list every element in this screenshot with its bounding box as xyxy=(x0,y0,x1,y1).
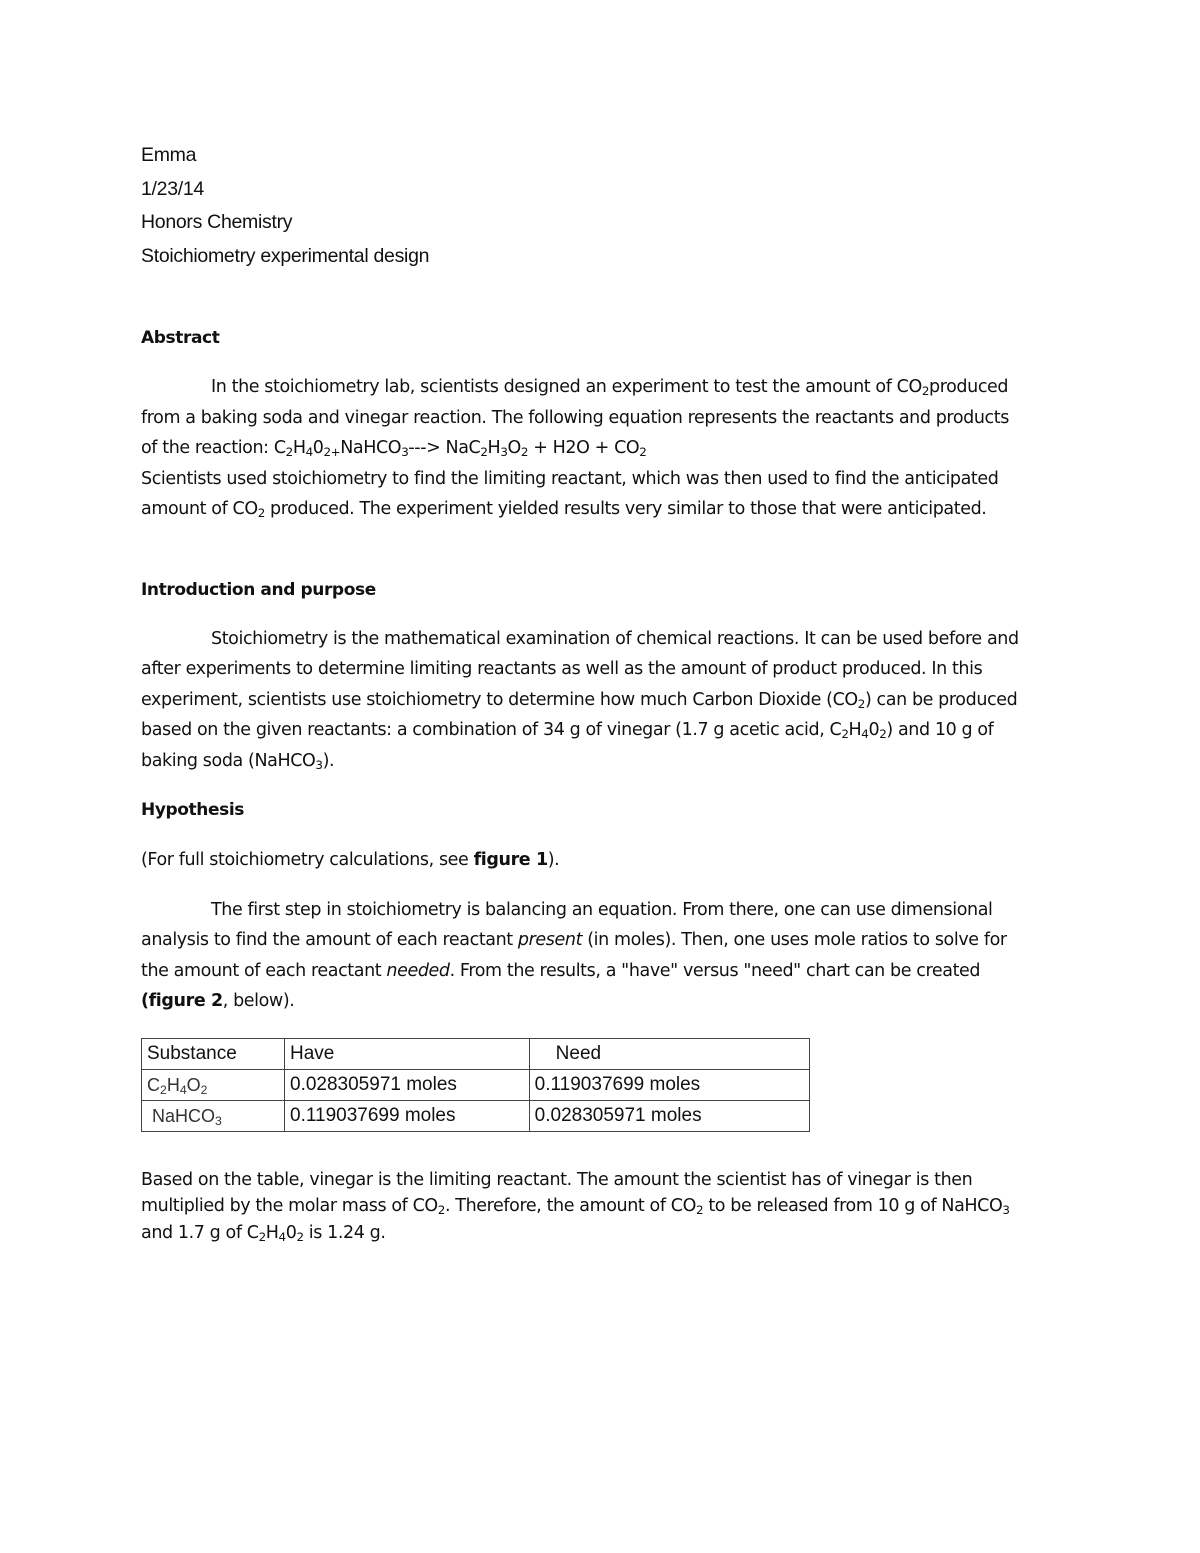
hypothesis-line-3: the amount of each reactant needed. From the results, a "have" versus "need" chart can be created xyxy=(141,961,981,981)
hypothesis-line-4: (figure 2, below). xyxy=(141,991,295,1011)
conclusion-line-3: and 1.7 g of $C_2H_40_2$ is 1.24 g. xyxy=(141,1223,386,1244)
substance-cell: $C_2H_4O_2$ xyxy=(142,1070,285,1101)
have-cell: 0.119037699 moles xyxy=(285,1101,530,1132)
hypothesis-heading: Hypothesis xyxy=(141,800,244,820)
abstract-line-1: In the stoichiometry lab, scientists designed an experiment to test the amount of $CO_2produced$ xyxy=(211,377,1009,398)
author-name: Emma xyxy=(141,144,197,166)
have-need-table xyxy=(141,1038,810,1132)
header-need: Need xyxy=(529,1039,809,1070)
abstract-heading: Abstract xyxy=(141,328,220,348)
conclusion-line-2: multiplied by the molar mass of $CO_2$. Therefore, the amount of $CO_2$ to be released from 10 g of NaHCO$_3$ xyxy=(141,1196,1010,1217)
need-cell: 0.028305971 moles xyxy=(529,1101,809,1132)
document-date: 1/23/14 xyxy=(141,178,204,200)
hypothesis-line-1: The first step in stoichiometry is balancing an equation. From there, one can use dimensional xyxy=(211,900,993,920)
intro-line-1: Stoichiometry is the mathematical examination of chemical reactions. It can be used before and xyxy=(211,629,1019,649)
abstract-line-2: from a baking soda and vinegar reaction. The following equation represents the reactants and products xyxy=(141,408,1009,428)
hypothesis-line-2: analysis to find the amount of each reactant present (in moles). Then, one uses mole ratios to solve for xyxy=(141,930,1007,950)
intro-line-2: after experiments to determine limiting reactants as well as the amount of product produced. In this xyxy=(141,659,983,679)
header-substance: Substance xyxy=(142,1039,285,1070)
table-row xyxy=(142,1101,810,1132)
need-cell: 0.119037699 moles xyxy=(529,1070,809,1101)
conclusion-line-1: Based on the table, vinegar is the limiting reactant. The amount the scientist has of vinegar is then xyxy=(141,1170,973,1190)
abstract-line-5: amount of $CO_2$ produced. The experiment yielded results very similar to those that were anticipated. xyxy=(141,499,987,520)
table-header-row xyxy=(142,1039,810,1070)
intro-line-4: based on the given reactants: a combination of 34 g of vinegar (1.7 g acetic acid, $C_2H_40_2$) and 10 g of xyxy=(141,720,994,741)
header-have: Have xyxy=(285,1039,530,1070)
document-title: Stoichiometry experimental design xyxy=(141,245,430,267)
intro-line-5: baking soda (NaHCO$_3$). xyxy=(141,751,335,772)
have-cell: 0.028305971 moles xyxy=(285,1070,530,1101)
abstract-line-4: Scientists used stoichiometry to find the limiting reactant, which was then used to find the anticipated xyxy=(141,469,999,489)
table-row xyxy=(142,1070,810,1101)
hypothesis-note: (For full stoichiometry calculations, see figure 1). xyxy=(141,850,560,870)
course-name: Honors Chemistry xyxy=(141,211,293,233)
intro-line-3: experiment, scientists use stoichiometry to determine how much Carbon Dioxide $(CO_2)$ can be produced xyxy=(141,690,1018,711)
abstract-line-3: of the reaction: $C_2H_40_{2+}NaHCO_3---> NaC_2H_3O_2 + H2O + CO_2$ xyxy=(141,438,647,459)
substance-cell: NaHCO$_3$ xyxy=(142,1101,285,1132)
intro-heading: Introduction and purpose xyxy=(141,580,376,600)
